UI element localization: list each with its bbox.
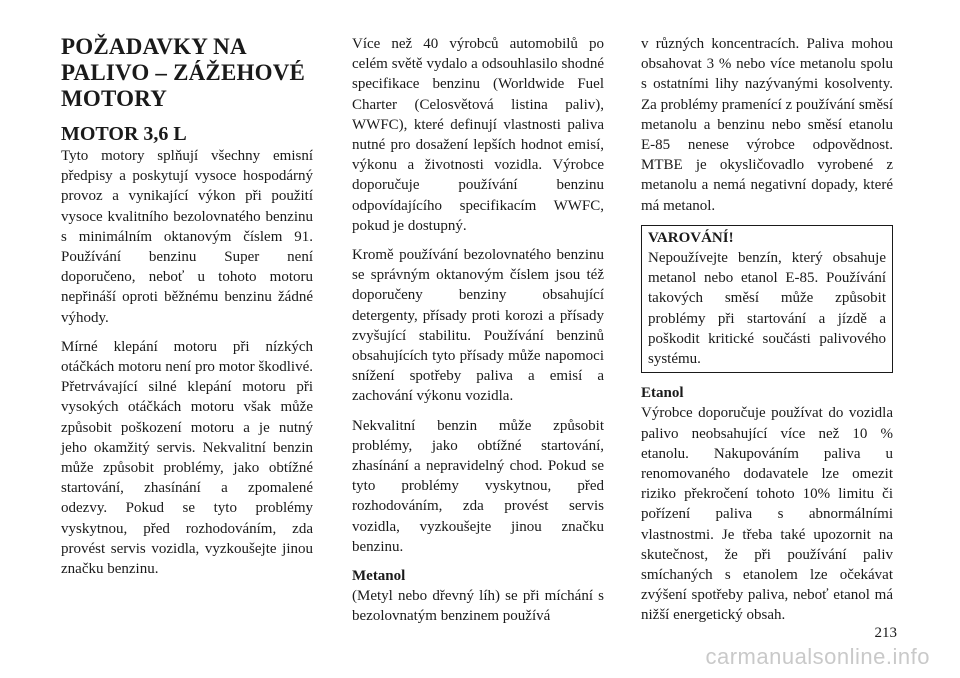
section-title <box>61 34 313 112</box>
warning-title: VAROVÁNÍ! <box>648 229 734 246</box>
page-number: 213 <box>874 625 897 641</box>
metanol-heading: Metanol <box>352 568 406 585</box>
engine-subtitle: MOTOR 3,6 L <box>61 123 187 145</box>
paragraph-engine-requirements: Tyto motory splňují všechny emisní předpisy a poskytují vysoce hospodárný provoz a vynikající výkon při použití vysoce kvalitního bezolovnatého benzinu s minimálním oktanovým číslem 91. Používání benzinu Super není doporučeno, neboť u tohoto motoru nepřináší oproti běžnému benzinu žádné výhody. <box>61 148 313 326</box>
title-line-2: PALIVO – ZÁŽEHOVÉ <box>61 60 306 85</box>
paragraph-etanol: Výrobce doporučuje používat do vozidla palivo neobsahující více než 10 % etanolu. Nakupováním paliva u renomovaného dodavatele lze omezit riziko překročení tohoto 10% limitu či pořízení paliva s abnormálními vlastnostmi. Je třeba také upozornit na skutečnost, že při používání paliv smíchaných s etanolem lze očekávat zvýšení spotřeby paliva, neboť etanol má nižší energetický obsah. <box>641 405 893 624</box>
paragraph-additives: Kromě používání bezolovnatého benzinu se správným oktanovým číslem jsou též doporučeny benziny obsahující detergenty, přísady proti korozi a přísady zvyšující stabilitu. Používání benzinů obsahujících tyto přísady může napomoci snížení spotřeby paliva a emisí a zachování výkonu vozidla. <box>352 247 604 405</box>
column-left <box>61 34 313 588</box>
title-line-3: MOTORY <box>61 86 168 111</box>
column-middle <box>352 34 604 636</box>
column-right <box>641 34 893 635</box>
etanol-heading: Etanol <box>641 385 684 402</box>
title-line-1: POŽADAVKY NA <box>61 34 247 59</box>
warning-box <box>641 225 893 373</box>
paragraph-wwfc: Více než 40 výrobců automobilů po celém světě vydalo a odsouhlasilo shodné specifikace benzinu (Worldwide Fuel Charter (Celosvětová listina paliv), WWFC), které definují vlastnosti paliva nutné pro dosažení lepších hodnot emisí, výkonu a životnosti vozidla. Výrobce doporučuje používání benzinu odpovídajícího specifikacím WWFC, pokud je dostupný. <box>352 36 604 234</box>
paragraph-metanol-continued: v různých koncentracích. Paliva mohou obsahovat 3 % nebo více metanolu spolu s ostatními lihy nazývanými kosolventy. Za problémy pramenící z používání směsí metanolu a benzinu nebo směsí etanolu E-85 nenese výrobce odpovědnost. MTBE je okysličovadlo vyrobené z metanolu a nemá negativní dopady, které má metanol. <box>641 36 894 214</box>
site-watermark: carmanualsonline.info <box>705 644 930 669</box>
paragraph-engine-knock: Mírné klepání motoru při nízkých otáčkách motoru není pro motor škodlivé. Přetrvávající silné klepání motoru při vysokých otáčkách motoru však může způsobit poškození motoru a je nutný jeho okamžitý servis. Nekvalitní benzin může způsobit problémy, jako obtížné startování, zhasínání a zpomalené odezvy. Pokud se tyto problémy vyskytnou, před rozhodováním, zda provést servis vozidla, vyzkoušejte jinou značku benzinu. <box>61 338 313 578</box>
paragraph-poor-fuel: Nekvalitní benzin může způsobit problémy, jako obtížné startování, zhasínání a nepravidelný chod. Pokud se tyto problémy vyskytnou, před rozhodováním, zda provést servis vozidla, vyzkoušejte jinou značku benzinu. <box>352 417 604 555</box>
paragraph-metanol: (Metyl nebo dřevný líh) se při míchání s bezolovnatým benzinem používá <box>352 588 604 625</box>
warning-text: Nepoužívejte benzín, který obsahuje metanol nebo etanol E-85. Používání takových směsí může způsobit problémy při startování a jízdě a poškodit kritické součásti palivového systému. <box>648 250 886 368</box>
